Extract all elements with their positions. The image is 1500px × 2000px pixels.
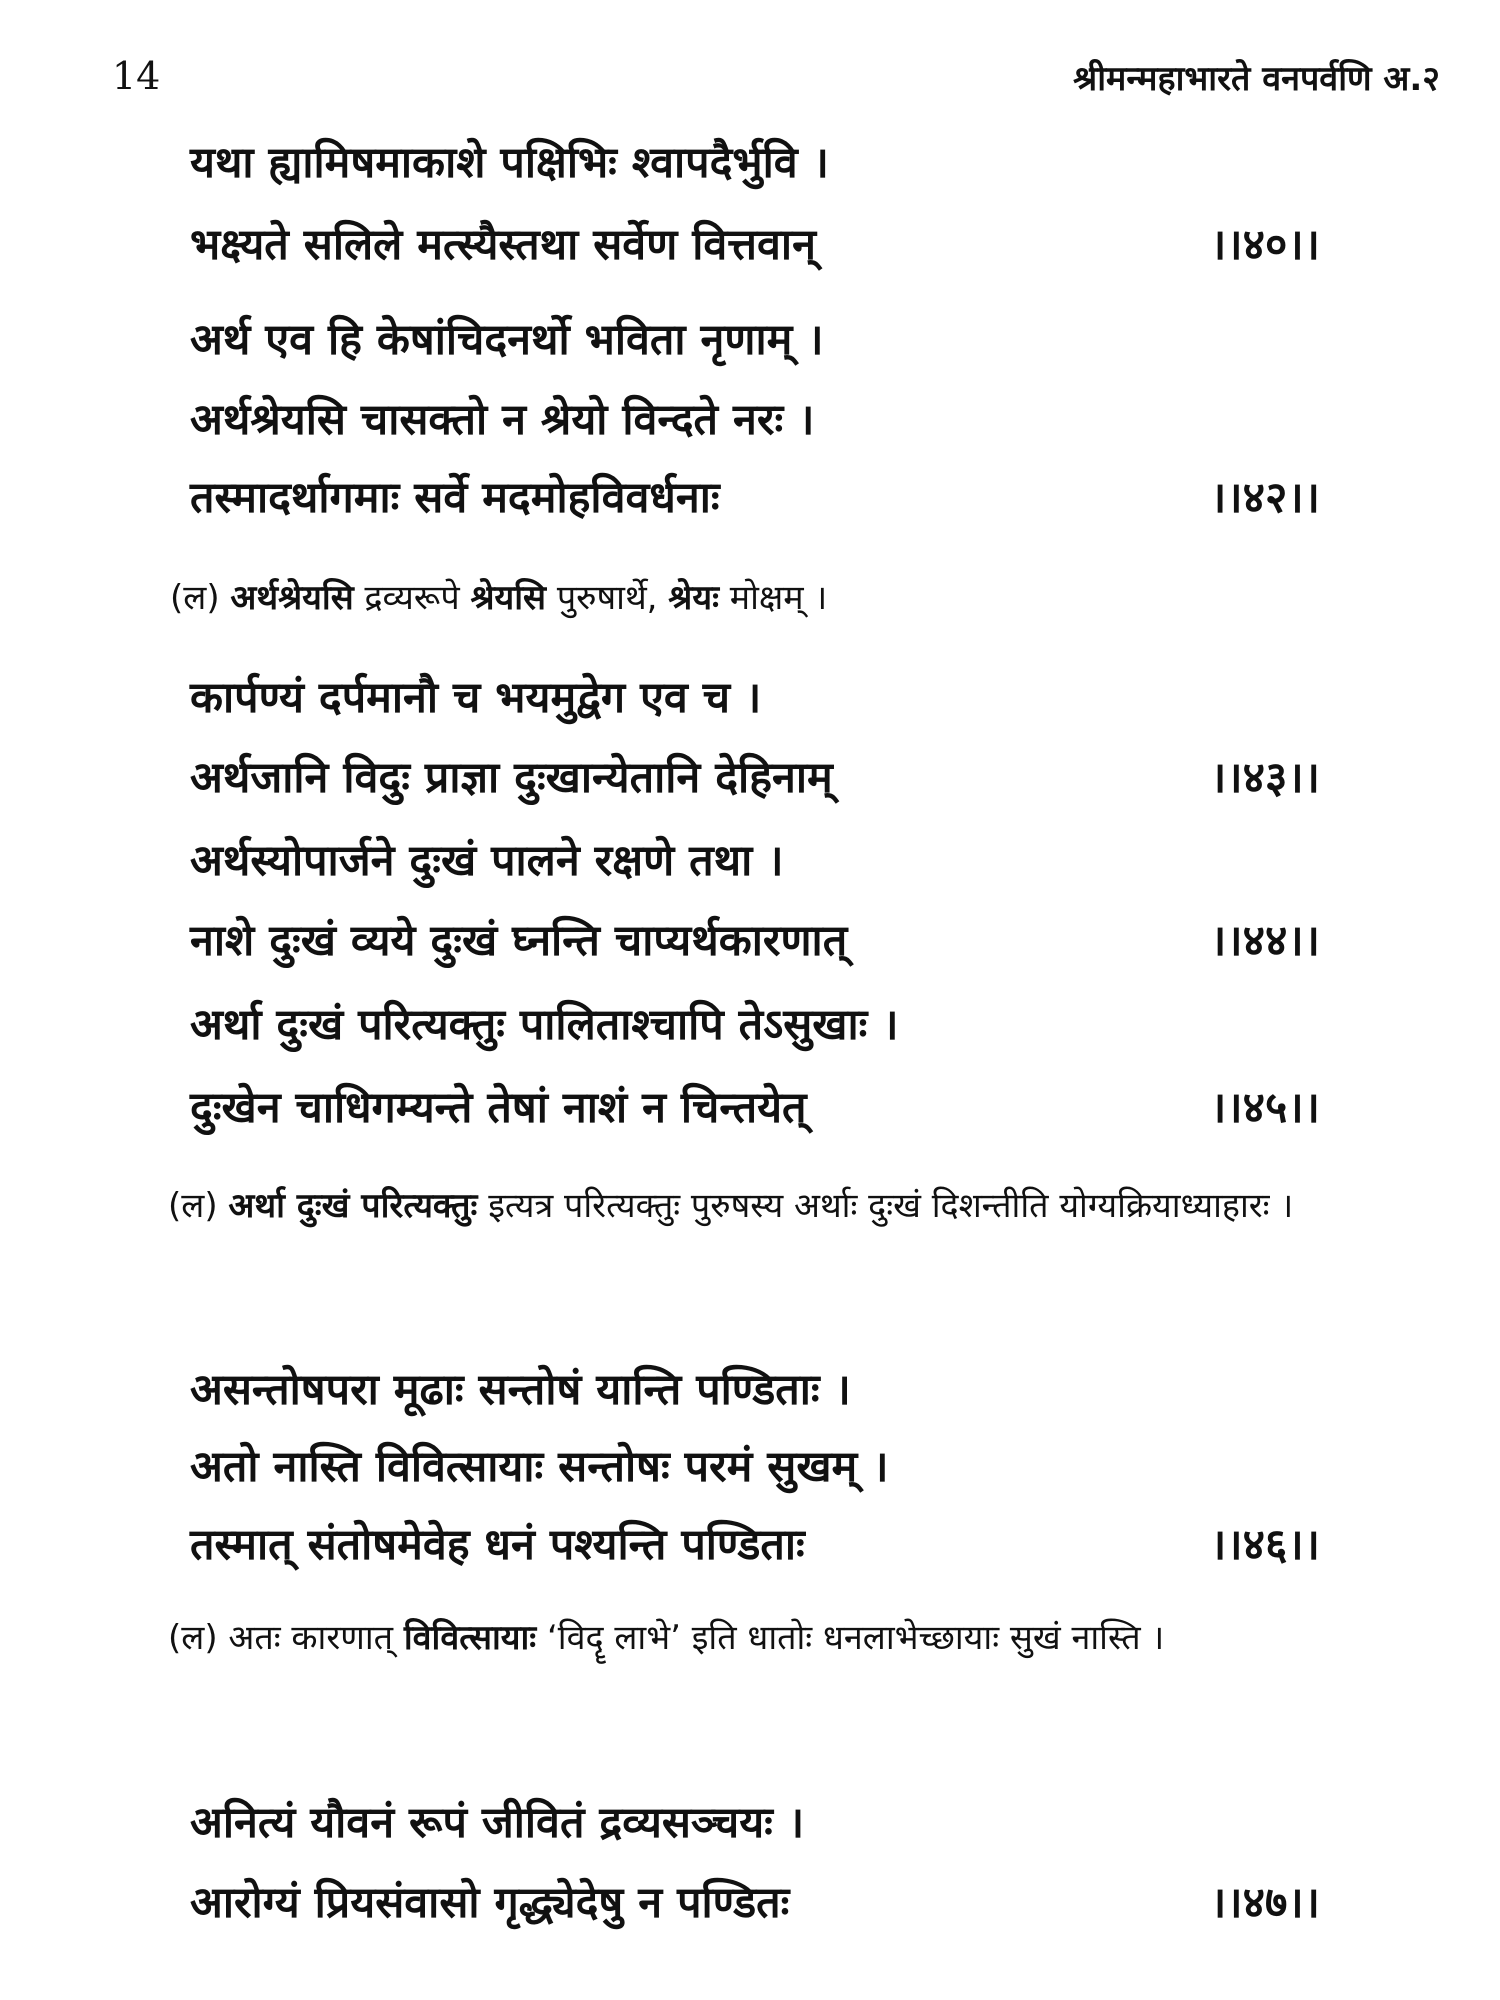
page-header: [112, 50, 1440, 110]
commentary-keyword: अर्था दुःखं परित्यक्तुः: [228, 1186, 478, 1226]
commentary-keyword: श्रेयः: [668, 578, 719, 618]
verse-line: [190, 663, 1370, 733]
verse-text: आरोग्यं प्रियसंवासो गृद्ध्येदेषु न पण्डितः: [190, 1878, 790, 1928]
commentary-text: पुरुषार्थे,: [546, 578, 669, 618]
verse-text: दुःखेन चाधिगम्यन्ते तेषां नाशं न चिन्तयेत्: [190, 1083, 807, 1133]
verse-text: अर्थश्रेयसि चासक्तो न श्रेयो विन्दते नरः ।: [190, 395, 815, 445]
commentary-note: [170, 560, 1410, 636]
verse-number: ।।४२।।: [1210, 473, 1320, 523]
verse-text: भक्ष्यते सलिले मत्स्यैस्तथा सर्वेण वित्तवान्: [190, 220, 816, 270]
page-number: 14: [112, 54, 161, 98]
verse-line: [190, 385, 1370, 455]
verse-line: [190, 826, 1370, 896]
verse-line: [190, 463, 1370, 533]
verse-line: [190, 743, 1370, 813]
commentary-keyword: विवित्सायाः: [403, 1618, 537, 1658]
commentary-text: द्रव्यरूपे: [353, 578, 471, 618]
verse-number: ।।४४।।: [1210, 916, 1320, 966]
verse-text: अर्था दुःखं परित्यक्तुः पालिताश्चापि तेऽसुखाः ।: [190, 1000, 899, 1050]
verse-line: [190, 128, 1370, 198]
verse-number: ।।४०।।: [1210, 220, 1320, 270]
verse-number: ।।४३।।: [1210, 753, 1320, 803]
commentary-text: (ल) अतः कारणात्: [168, 1618, 404, 1658]
verse-text: असन्तोषपरा मूढाः सन्तोषं यान्ति पण्डिताः ।: [190, 1365, 851, 1415]
commentary-text: इत्यत्र परित्यक्तुः पुरुषस्य अर्थाः दुःखं दिशन्तीति योग्यक्रियाध्याहारः ।: [477, 1186, 1294, 1226]
commentary-text: मोक्षम् ।: [718, 578, 828, 618]
verse-text: अतो नास्ति विवित्सायाः सन्तोषः परमं सुखम् ।: [190, 1442, 889, 1492]
verse-number: ।।४७।।: [1210, 1878, 1320, 1928]
verse-line: [190, 990, 1370, 1060]
running-title: श्रीमन्महाभारते वनपर्वणि अ.२: [1073, 59, 1440, 99]
verse-text: अनित्यं यौवनं रूपं जीवितं द्रव्यसञ्चयः ।: [190, 1798, 805, 1848]
commentary-keyword: श्रेयसि: [470, 578, 547, 618]
verse-text: नाशे दुःखं व्यये दुःखं घ्नन्ति चाप्यर्थकारणात्: [190, 916, 848, 966]
verse-line: [190, 1355, 1370, 1425]
verse-line: [190, 305, 1370, 375]
verse-text: तस्मादर्थागमाः सर्वे मदमोहविवर्धनाः: [190, 473, 720, 523]
verse-text: यथा ह्यामिषमाकाशे पक्षिभिः श्वापदैर्भुवि ।: [190, 138, 829, 188]
verse-line: [190, 1868, 1370, 1938]
verse-text: अर्थजानि विदुः प्राज्ञा दुःखान्येतानि देहिनाम्: [190, 753, 833, 803]
verse-line: [190, 1510, 1370, 1580]
verse-line: [190, 1432, 1370, 1502]
commentary-note: [108, 1600, 1428, 1676]
verse-text: कार्पण्यं दर्पमानौ च भयमुद्वेग एव च ।: [190, 673, 762, 723]
commentary-text: (ल): [170, 578, 231, 618]
commentary-text: ‘विदॄ लाभे’ इति धातोः धनलाभेच्छायाः सुखं नास्ति ।: [536, 1618, 1165, 1658]
verse-line: [190, 1073, 1370, 1143]
commentary-note: [108, 1168, 1428, 1244]
verse-text: अर्थस्योपार्जने दुःखं पालने रक्षणे तथा ।: [190, 836, 784, 886]
verse-line: [190, 1788, 1370, 1858]
verse-number: ।।४५।।: [1210, 1083, 1320, 1133]
verse-line: [190, 210, 1370, 280]
commentary-text: (ल): [168, 1186, 229, 1226]
verse-text: तस्मात् संतोषमेवेह धनं पश्यन्ति पण्डिताः: [190, 1520, 805, 1570]
verse-line: [190, 906, 1370, 976]
verse-number: ।।४६।।: [1210, 1520, 1320, 1570]
verse-text: अर्थ एव हि केषांचिदनर्थो भविता नृणाम् ।: [190, 315, 824, 365]
commentary-keyword: अर्थश्रेयसि: [230, 578, 354, 618]
